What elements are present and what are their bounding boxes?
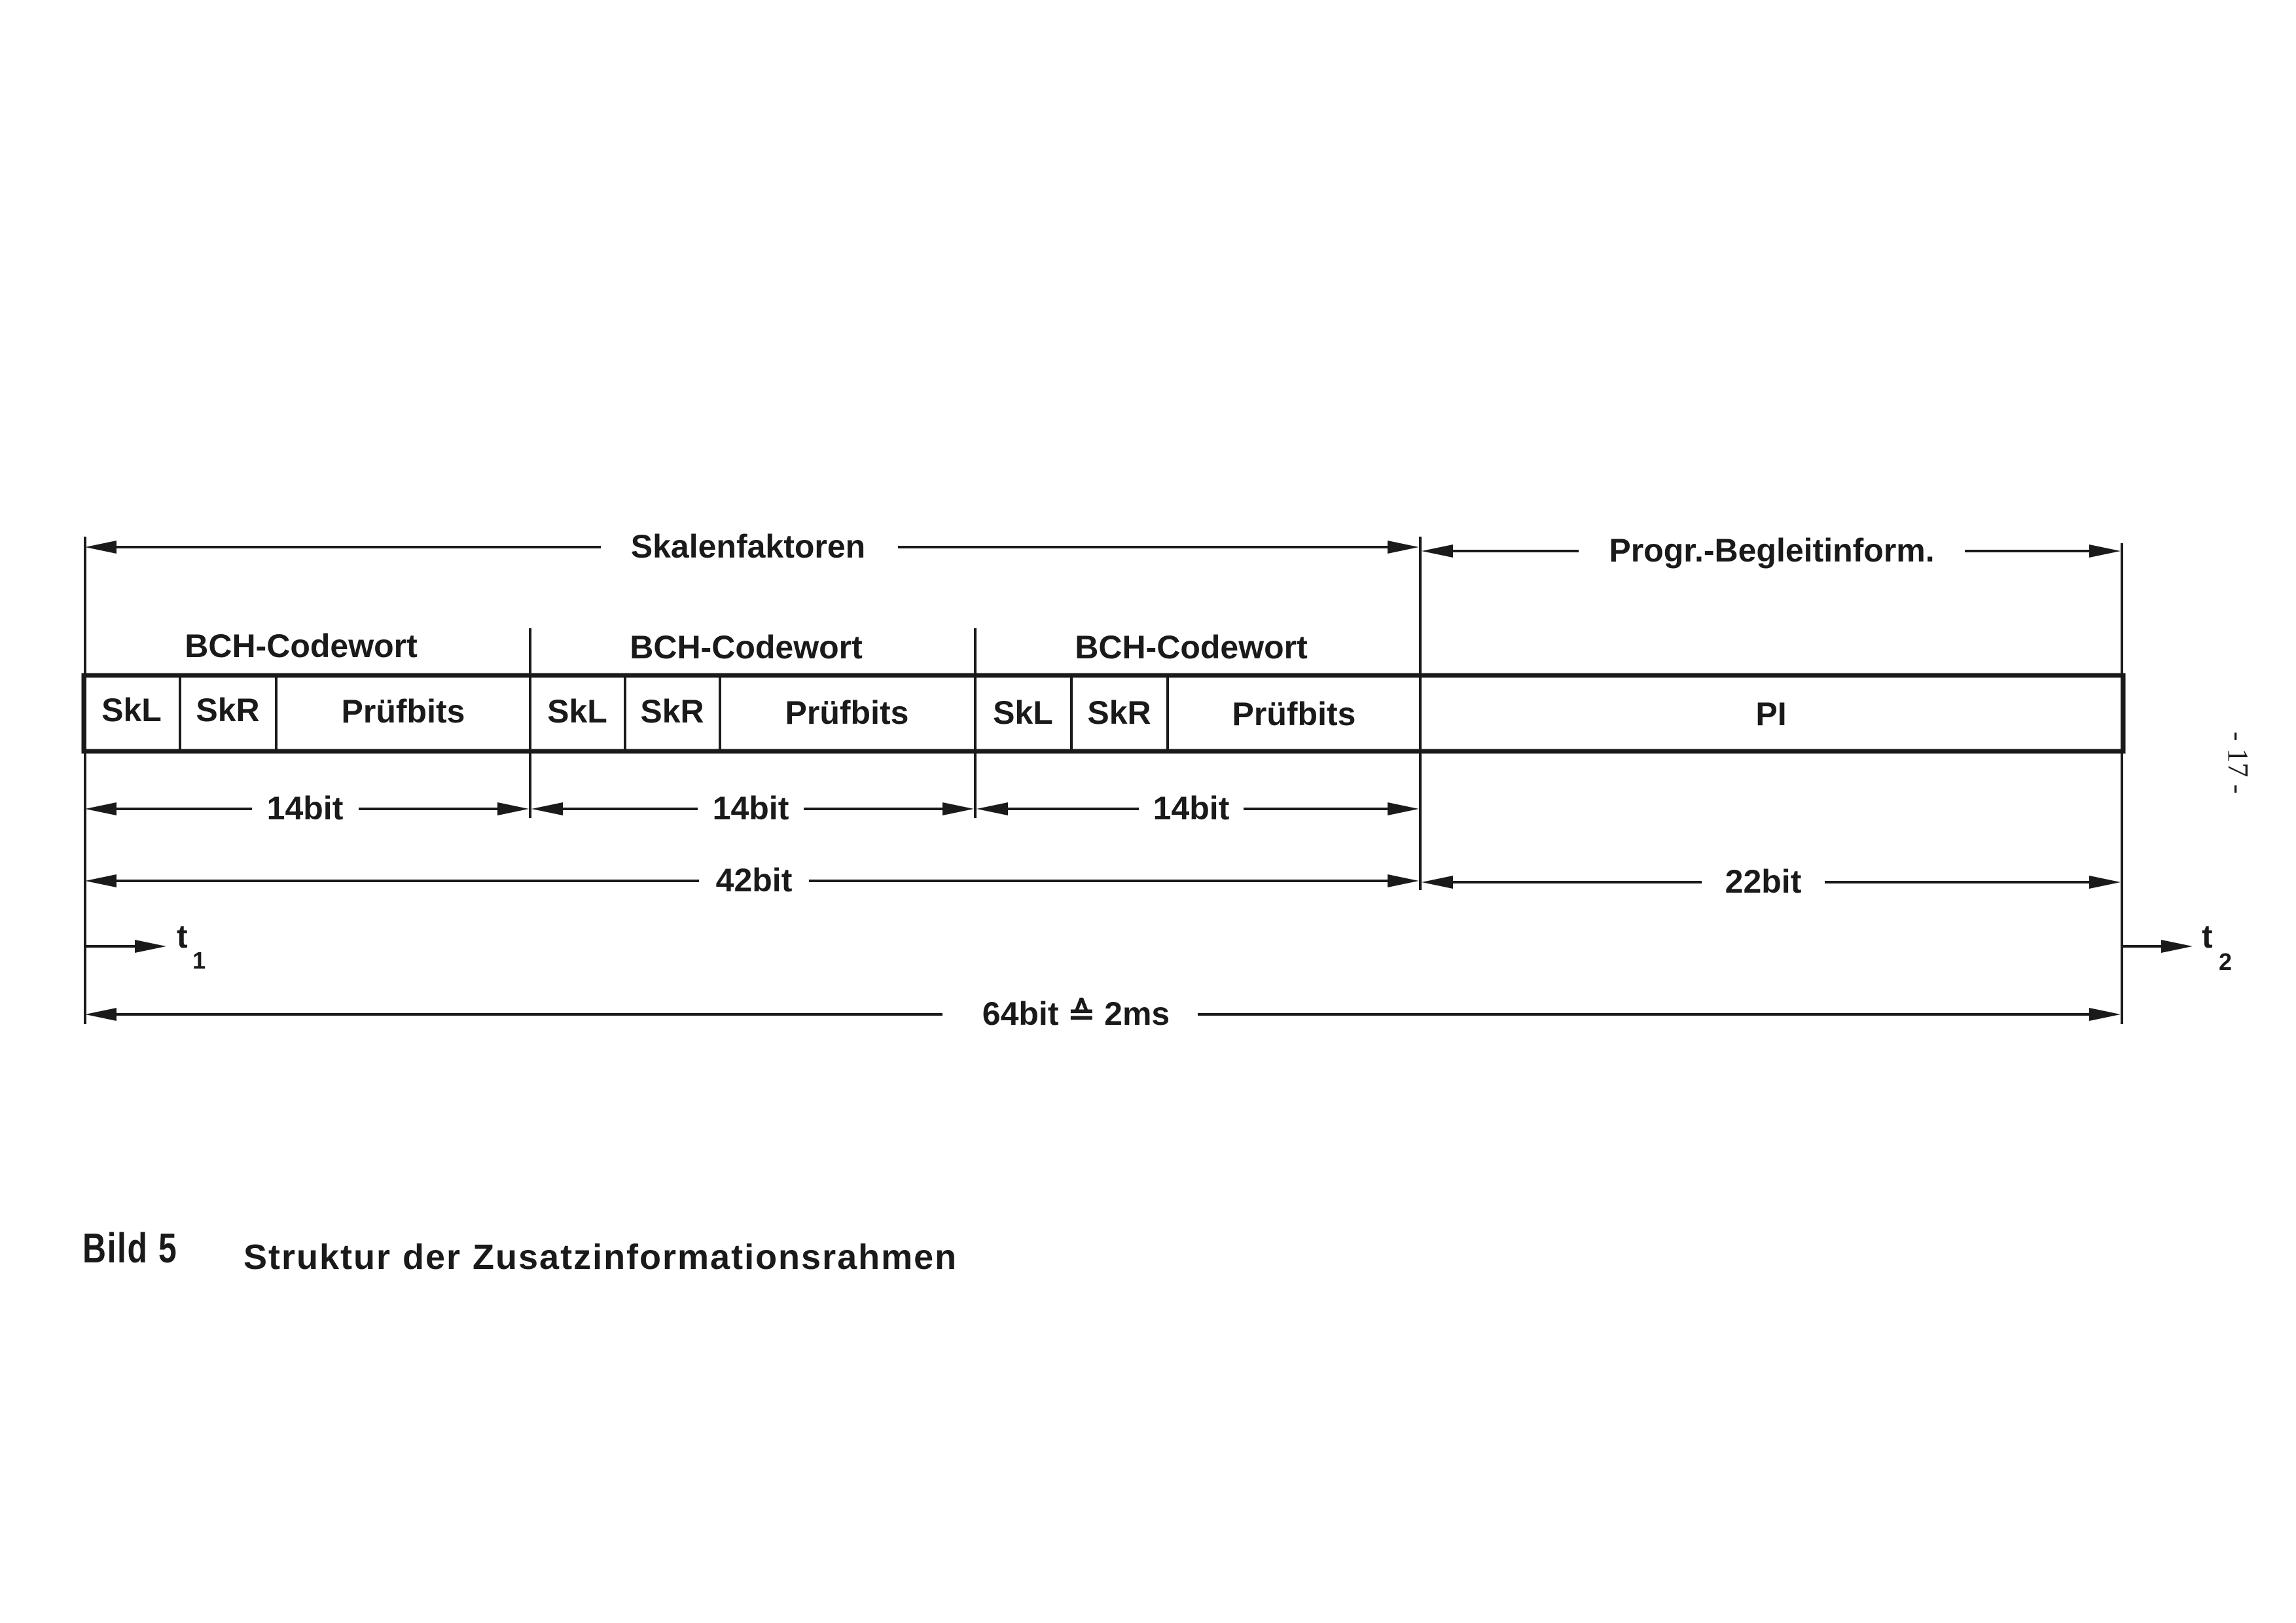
arrowhead-right-icon <box>1388 874 1419 887</box>
arrowhead-left-icon <box>85 874 117 887</box>
arrowhead-right-icon <box>1388 802 1419 815</box>
field-pruefbits-1: Prüfbits <box>341 693 465 730</box>
field-skr-1: SkR <box>196 692 260 728</box>
field-skl-3: SkL <box>993 694 1053 731</box>
field-skr-3: SkR <box>1087 694 1151 731</box>
codeword-2-label: BCH-Codewort <box>630 629 863 666</box>
page-number: - 17 - <box>2222 731 2255 794</box>
codeword-3-label: BCH-Codewort <box>1075 629 1308 666</box>
arrowhead-right-icon <box>1388 541 1419 554</box>
codeword-2-length: 14bit <box>712 790 789 827</box>
arrowhead-right-icon <box>2089 876 2121 889</box>
codeword-3-length: 14bit <box>1153 790 1230 827</box>
arrowhead-left-icon <box>977 802 1008 815</box>
codeword-1-length: 14bit <box>266 790 344 827</box>
length-22bit: 22bit <box>1725 863 1802 900</box>
field-pruefbits-2: Prüfbits <box>785 694 909 731</box>
skalenfaktoren-label: Skalenfaktoren <box>630 528 866 565</box>
arrowhead-left-icon <box>85 1008 117 1021</box>
t2-label: t <box>2202 918 2213 955</box>
arrowhead-left-icon <box>531 802 563 815</box>
field-skl-1: SkL <box>101 692 162 728</box>
field-pi: PI <box>1755 696 1787 732</box>
arrowhead-right-icon <box>497 802 529 815</box>
begleitinform-label: Progr.-Begleitinform. <box>1609 532 1935 569</box>
field-pruefbits-3: Prüfbits <box>1232 696 1356 732</box>
arrowhead-left-icon <box>85 541 117 554</box>
arrowhead-right-icon <box>2089 544 2121 558</box>
arrowhead-right-icon <box>942 802 974 815</box>
arrowhead-left-icon <box>1422 544 1453 558</box>
t2-arrow-icon <box>2161 940 2193 953</box>
figure-number: Bild 5 <box>82 1224 178 1272</box>
t1-subscript: 1 <box>192 947 206 974</box>
figure-caption: Struktur der Zusatzinformationsrahmen <box>243 1238 958 1277</box>
arrowhead-left-icon <box>85 802 117 815</box>
arrowhead-left-icon <box>1422 876 1453 889</box>
field-skl-2: SkL <box>547 693 607 730</box>
field-skr-2: SkR <box>640 693 704 730</box>
t1-arrow-icon <box>135 940 166 953</box>
codeword-1-label: BCH-Codewort <box>185 628 418 664</box>
total-length-label: 64bit ≙ 2ms <box>982 995 1170 1032</box>
arrowhead-right-icon <box>2089 1008 2121 1021</box>
t1-label: t <box>177 918 188 955</box>
length-42bit: 42bit <box>715 862 793 899</box>
t2-subscript: 2 <box>2219 948 2233 975</box>
